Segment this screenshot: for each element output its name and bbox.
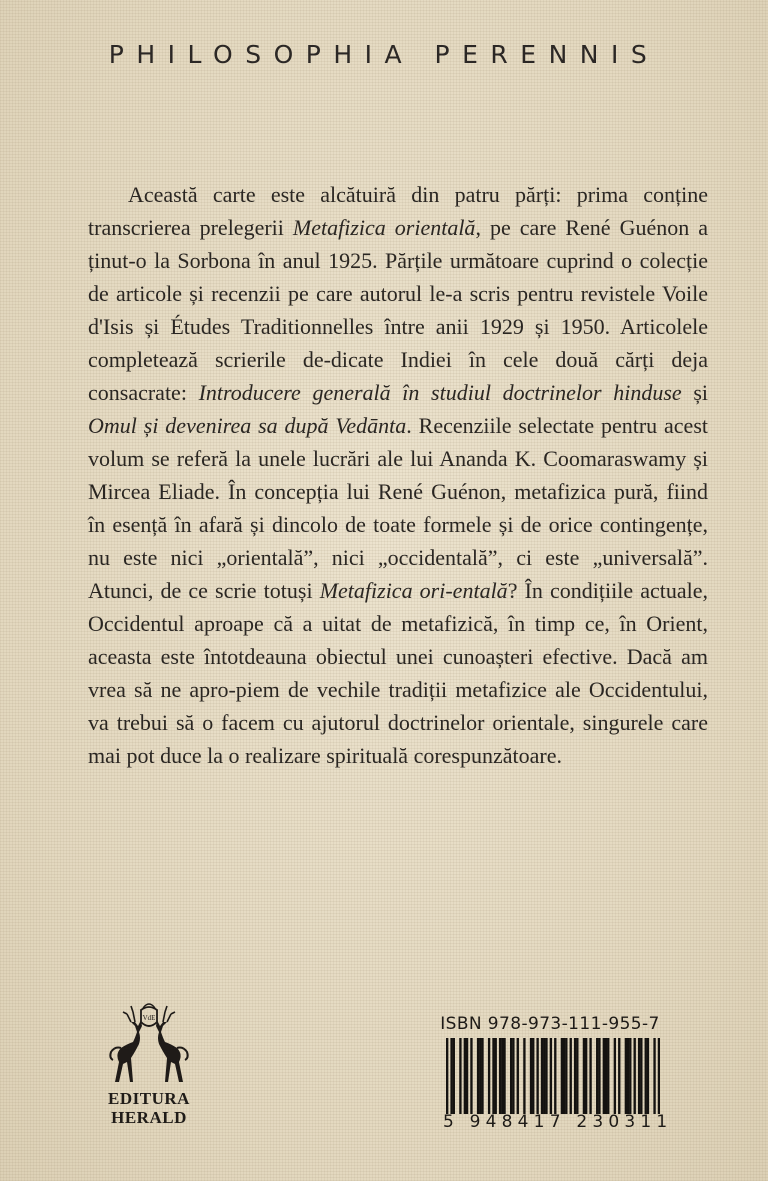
barcode-bar xyxy=(645,1038,647,1114)
barcode-bar xyxy=(532,1038,534,1114)
barcode-bar xyxy=(614,1038,616,1114)
barcode-bar xyxy=(618,1038,620,1114)
barcode-bar xyxy=(479,1038,481,1114)
barcode-bar xyxy=(477,1038,479,1114)
barcode-bars xyxy=(446,1038,660,1114)
barcode-bar xyxy=(523,1038,525,1114)
series-title: PHILOSOPHIA PERENNIS xyxy=(108,40,660,69)
blurb-title-metafizica: Metafizica orientală xyxy=(292,215,476,240)
barcode-bar xyxy=(543,1038,545,1114)
barcode-bar xyxy=(653,1038,655,1114)
blurb-title-omul: Omul și devenirea sa după Vedānta xyxy=(88,413,407,438)
barcode-bar xyxy=(503,1038,505,1114)
barcode-bar xyxy=(576,1038,578,1114)
barcode-bar xyxy=(638,1038,640,1114)
barcode-bar xyxy=(629,1038,631,1114)
blurb-segment: ? În condițiile actuale, Occidentul aproape că a uitat de metafizică, în timp ce, în Orient, aceasta este întotdeauna obiectul unei cunoașteri efective. Dacă am vrea să ne apro-piem de vechile tradiții metafizice ale Occidentului, va trebui să o facem cu ajutorul doctrinelor orientale, singurele care mai pot duce la o realizare spirituală corespunzătoare. xyxy=(88,578,709,768)
rearing-stags-crest-icon xyxy=(101,1000,197,1088)
barcode-bar xyxy=(598,1038,600,1114)
barcode-bar xyxy=(658,1038,660,1114)
back-cover-description xyxy=(88,178,708,772)
barcode-bar xyxy=(574,1038,576,1114)
barcode-bar xyxy=(453,1038,455,1114)
publisher-name-line2: HERALD xyxy=(111,1108,187,1127)
barcode-bar xyxy=(583,1038,585,1114)
barcode-bar xyxy=(570,1038,572,1114)
barcode-bar xyxy=(563,1038,565,1114)
barcode-bar xyxy=(550,1038,552,1114)
barcode-bar xyxy=(466,1038,468,1114)
barcode-bar xyxy=(585,1038,587,1114)
barcode-bar xyxy=(510,1038,512,1114)
barcode-bar xyxy=(536,1038,538,1114)
barcode-bar xyxy=(554,1038,556,1114)
barcode-bar xyxy=(530,1038,532,1114)
barcode-bar xyxy=(607,1038,609,1114)
barcode-bar xyxy=(603,1038,605,1114)
barcode-bar xyxy=(625,1038,627,1114)
barcode-bar xyxy=(512,1038,514,1114)
blurb-segment: Această carte este alcătuiră din patru părți: prima conține transcrierea prelegerii xyxy=(88,182,708,240)
blurb-title-metafizica-2: Metafizica ori-entală xyxy=(319,578,508,603)
publisher-logo xyxy=(98,1000,200,1126)
barcode-bar xyxy=(499,1038,501,1114)
barcode-bar xyxy=(605,1038,607,1114)
blurb-segment: și xyxy=(681,380,709,405)
barcode-digits: 5 948417 230311 xyxy=(443,1112,673,1132)
barcode-bar xyxy=(640,1038,642,1114)
barcode-bar xyxy=(561,1038,563,1114)
barcode-bar xyxy=(589,1038,591,1114)
blurb-title-introducere: Introducere generală în studiul doctrinelor hinduse xyxy=(198,380,682,405)
barcode-bar xyxy=(545,1038,547,1114)
barcode-bar xyxy=(495,1038,497,1114)
blurb-segment: . Recenziile selectate pentru acest volum se referă la unele lucrări ale lui Ananda K. Coomaraswamy și Mircea Eliade. În concepția lui René Guénon, metafizica pură, fiind în esență în afară și dincolo de toate formele și de orice contingențe, nu este nici „orientală”, nici „occidentală”, ci este „universală”. Atunci, de ce scrie totuși xyxy=(88,413,708,603)
blurb-segment: , pe care René Guénon a ținut-o la Sorbona în anul 1925. Părțile următoare cuprind o colecție de articole și recenzii pe care autorul le-a scris pentru revistele Voile d'Isis și Études Traditionnelles între anii 1929 și 1950. Articolele completează scrierile de-dicate Indiei în cele două cărți deja consacrate: xyxy=(88,215,708,405)
barcode-bar xyxy=(464,1038,466,1114)
crest-text: VdE xyxy=(142,1014,156,1022)
barcode-bar xyxy=(501,1038,503,1114)
barcode-bar xyxy=(634,1038,636,1114)
barcode-bar xyxy=(627,1038,629,1114)
barcode-bar xyxy=(450,1038,452,1114)
barcode-bar xyxy=(459,1038,461,1114)
barcode-bar xyxy=(488,1038,490,1114)
barcode-bar xyxy=(647,1038,649,1114)
barcode-bar xyxy=(446,1038,448,1114)
barcode-bar xyxy=(481,1038,483,1114)
publisher-name-line1: EDITURA xyxy=(108,1089,190,1108)
barcode-bar xyxy=(517,1038,519,1114)
barcode-bar xyxy=(565,1038,567,1114)
barcode-bar xyxy=(596,1038,598,1114)
barcode-bar xyxy=(470,1038,472,1114)
barcode-bar xyxy=(541,1038,543,1114)
isbn-label: ISBN 978-973-111-955-7 xyxy=(440,1014,660,1034)
barcode-bar xyxy=(492,1038,494,1114)
